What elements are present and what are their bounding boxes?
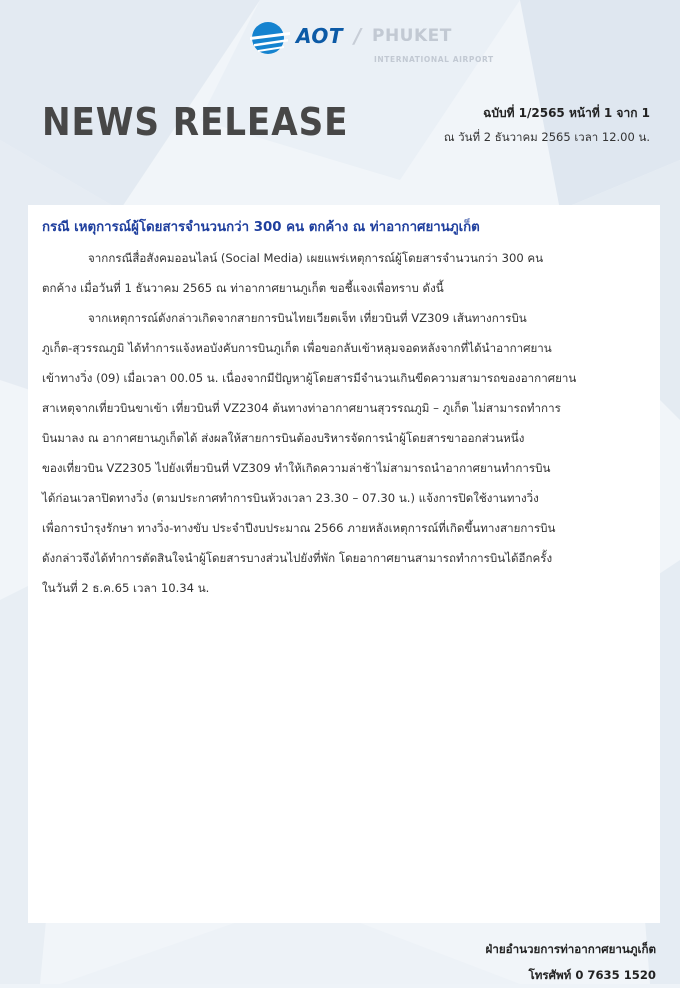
aot-wing-logo-icon [248, 18, 292, 58]
header [0, 0, 680, 200]
paragraph-1 [42, 243, 648, 303]
paragraph-line: ของเที่ยวบิน VZ2305 ไปยังเที่ยวบินที่ VZ309 ทำให้เกิดความล่าช้าไม่สามารถนำอากาศยานทำการบิน [42, 461, 551, 475]
paragraph-line: เพื่อการบำรุงรักษา ทางวิ่ง-ทางขับ ประจำปีงบประมาณ 2566 ภายหลังเหตุการณ์ที่เกิดขึ้นทางสายการบิน [42, 521, 556, 535]
logo-subtitle: INTERNATIONAL AIRPORT [374, 55, 494, 64]
footer-department: ฝ่ายอำนวยการท่าอากาศยานภูเก็ต [485, 942, 656, 956]
footer-phone: โทรศัพท์ 0 7635 1520 [528, 968, 656, 982]
page-title: NEWS RELEASE [42, 100, 349, 144]
issue-number: ฉบับที่ 1/2565 หน้าที่ 1 จาก 1 [483, 106, 650, 120]
paragraph-line: จากเหตุการณ์ดังกล่าวเกิดจากสายการบินไทยเวียตเจ็ท เที่ยวบินที่ VZ309 เส้นทางการบิน [88, 311, 527, 325]
paragraph-line: สาเหตุจากเที่ยวบินขาเข้า เที่ยวบินที่ VZ2304 ต้นทางท่าอากาศยานสุวรรณภูมิ – ภูเก็ต ไม่สามารถทำการ [42, 401, 561, 415]
paragraph-line: ภูเก็ต-สุวรรณภูมิ ได้ทำการแจ้งหอบังคับการบินภูเก็ต เพื่อขอกลับเข้าหลุมจอดหลังจากที่ได้นำอากาศยาน [42, 341, 552, 355]
paragraph-line: เข้าทางวิ่ง (09) เมื่อเวลา 00.05 น. เนื่องจากมีปัญหาผู้โดยสารมีจำนวนเกินขีดความสามารถของอากาศยาน [42, 371, 577, 385]
logo-brand-text: AOT [296, 24, 344, 48]
release-date: ณ วันที่ 2 ธันวาคม 2565 เวลา 12.00 น. [443, 130, 650, 144]
logo-separator: / [354, 24, 362, 48]
news-body-panel [28, 205, 660, 923]
paragraph-line: ในวันที่ 2 ธ.ค.65 เวลา 10.34 น. [42, 581, 210, 595]
paragraph-line: บินมาลง ณ อากาศยานภูเก็ตได้ ส่งผลให้สายการบินต้องบริหารจัดการนำผู้โดยสารขาออกส่วนหนึ่ง [42, 431, 525, 445]
paragraph-line: ได้ก่อนเวลาปิดทางวิ่ง (ตามประกาศทำการบินห้วงเวลา 23.30 – 07.30 น.) แจ้งการปิดใช้งานทางวิ่ง [42, 491, 539, 505]
paragraph-line: จากกรณีสื่อสังคมออนไลน์ (Social Media) เผยแพร่เหตุการณ์ผู้โดยสารจำนวนกว่า 300 คน [88, 251, 544, 265]
headline: กรณี เหตุการณ์ผู้โดยสารจำนวนกว่า 300 คน ตกค้าง ณ ท่าอากาศยานภูเก็ต [42, 220, 480, 235]
paragraph-line: ดังกล่าวจึงได้ทำการตัดสินใจนำผู้โดยสารบางส่วนไปยังที่พัก โดยอากาศยานสามารถทำการบินได้อีกครั้ง [42, 551, 553, 565]
logo-airport-name: PHUKET [372, 26, 452, 46]
footer-contact [486, 936, 656, 988]
aot-phuket-logo [248, 14, 518, 70]
paragraph-2 [42, 303, 648, 603]
paragraph-line: ตกค้าง เมื่อวันที่ 1 ธันวาคม 2565 ณ ท่าอากาศยานภูเก็ต ขอชี้แจงเพื่อทราบ ดังนี้ [42, 281, 444, 295]
